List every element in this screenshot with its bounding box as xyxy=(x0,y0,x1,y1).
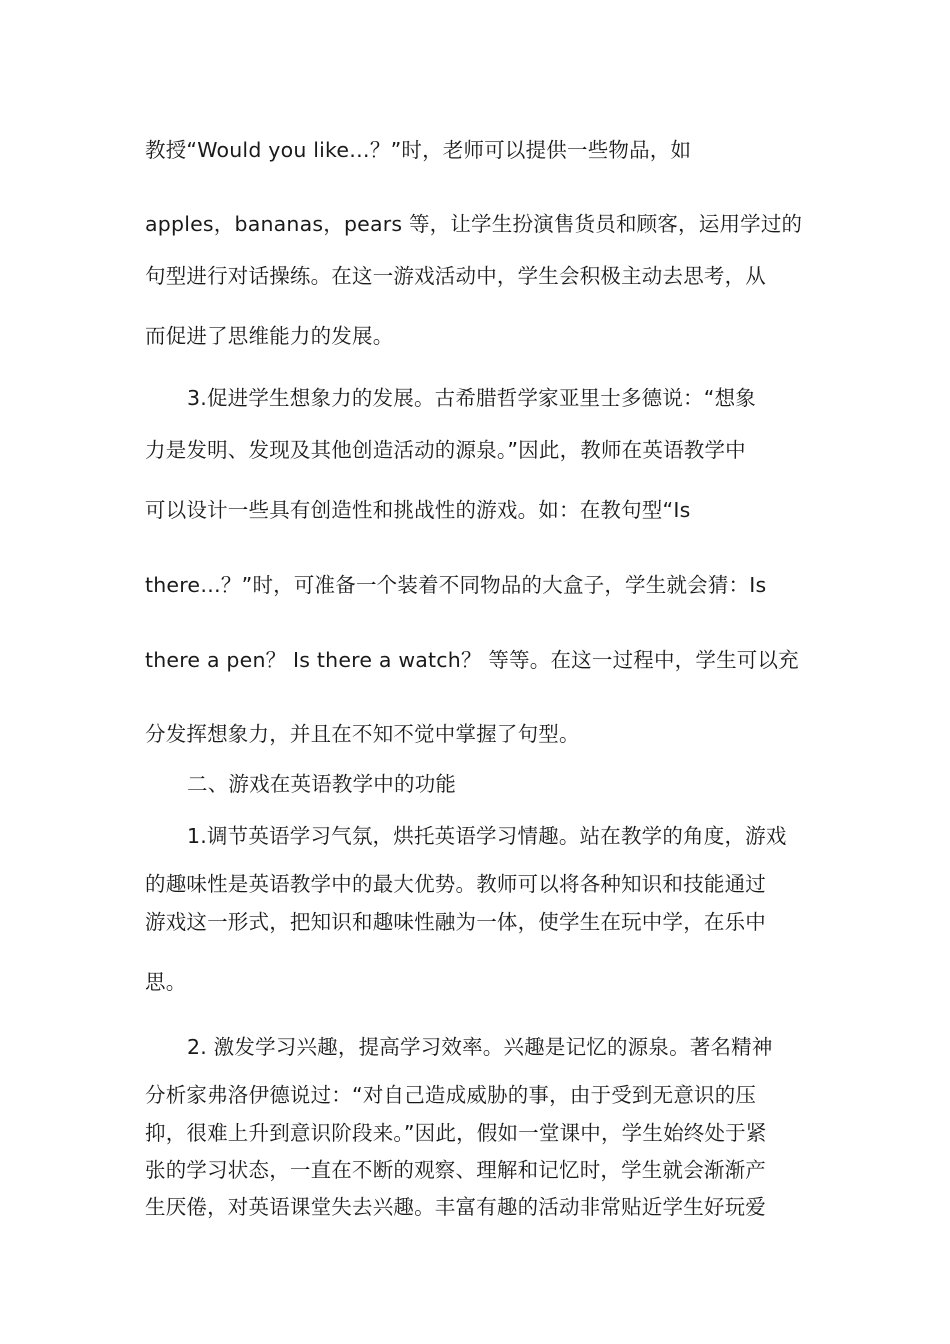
paragraph-line: 句型进行对话操练。在这一游戏活动中，学生会积极主动去思考，从 xyxy=(145,264,766,288)
section-heading: 二、游戏在英语教学中的功能 xyxy=(187,772,457,796)
paragraph-line: 教授“Would you like…？”时，老师可以提供一些物品，如 xyxy=(145,138,692,162)
paragraph-line: 而促进了思维能力的发展。 xyxy=(145,324,394,348)
paragraph-line: 可以设计一些具有创造性和挑战性的游戏。如：在教句型“Is xyxy=(145,498,691,522)
paragraph-line: 力是发明、发现及其他创造活动的源泉。”因此，教师在英语教学中 xyxy=(145,438,746,462)
paragraph-line: 游戏这一形式，把知识和趣味性融为一体，使学生在玩中学，在乐中 xyxy=(145,910,766,934)
paragraph-line: 思。 xyxy=(145,970,187,994)
paragraph-line: 分析家弗洛伊德说过：“对自己造成威胁的事，由于受到无意识的压 xyxy=(145,1083,757,1107)
paragraph-line: 生厌倦，对英语课堂失去兴趣。丰富有趣的活动非常贴近学生好玩爱 xyxy=(145,1195,766,1219)
paragraph-line: 2. 激发学习兴趣，提高学习效率。兴趣是记忆的源泉。著名精神 xyxy=(187,1035,773,1059)
paragraph-line: apples，bananas，pears 等，让学生扮演售货员和顾客，运用学过的 xyxy=(145,212,803,236)
paragraph-line: 的趣味性是英语教学中的最大优势。教师可以将各种知识和技能通过 xyxy=(145,872,766,896)
paragraph-line: 张的学习状态，一直在不断的观察、理解和记忆时，学生就会渐渐产 xyxy=(145,1158,766,1182)
paragraph-line: 3.促进学生想象力的发展。古希腊哲学家亚里士多德说：“想象 xyxy=(187,386,756,410)
paragraph-line: 分发挥想象力，并且在不知不觉中掌握了句型。 xyxy=(145,722,580,746)
paragraph-line: there a pen？ Is there a watch？ 等等。在这一过程中，学生可以充 xyxy=(145,648,799,672)
paragraph-line: 1.调节英语学习气氛，烘托英语学习情趣。站在教学的角度，游戏 xyxy=(187,824,787,848)
paragraph-line: there…？”时，可准备一个装着不同物品的大盒子，学生就会猜：Is xyxy=(145,573,767,597)
paragraph-line: 抑，很难上升到意识阶段来。”因此，假如一堂课中，学生始终处于紧 xyxy=(145,1121,767,1145)
